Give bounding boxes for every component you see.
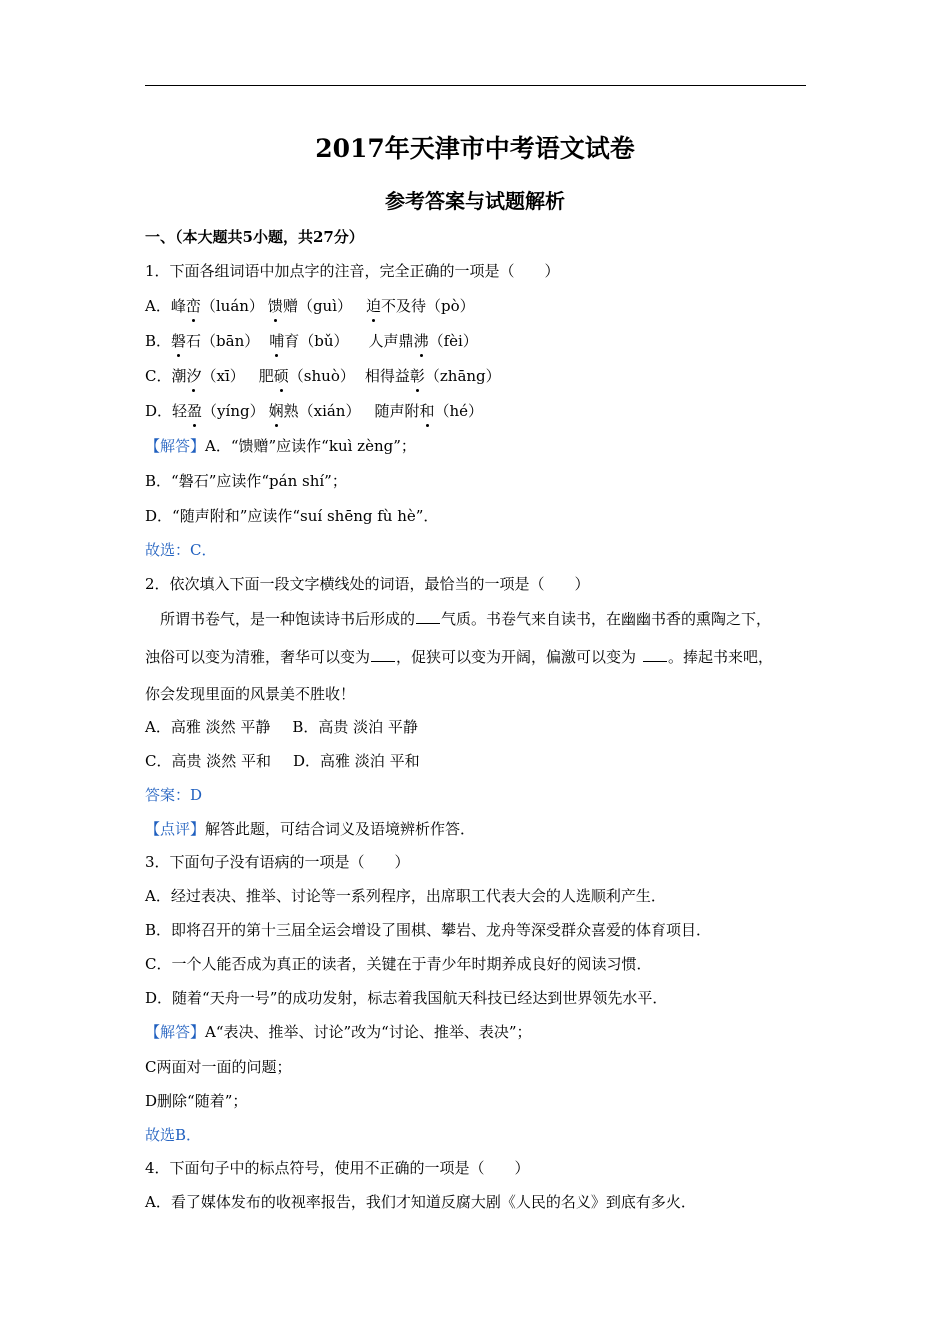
- dotted-char: 峦: [185, 297, 201, 315]
- q4-stem: 4．下面句子中的标点符号，使用不正确的一项是（ ）: [145, 1159, 530, 1177]
- dotted-char: 盈: [187, 402, 203, 420]
- q2-stem: 2．依次填入下面一段文字横线处的词语，最恰当的一项是（ ）: [145, 575, 590, 593]
- fill-blank: [371, 646, 395, 662]
- q2-passage-line2: 浊俗可以变为清雅，奢华可以变为 ，促狭可以变为开阔，偏激可以变为 。捧起书来吧，: [145, 648, 774, 666]
- comment-tag: 【点评】: [145, 820, 206, 838]
- q1-stem: 1．下面各组词语中加点字的注音，完全正确的一项是（ ）: [145, 262, 560, 280]
- dotted-char: 哺: [269, 332, 285, 350]
- q1-answer-line3: D．“随声附和”应读作“suí shēng fù hè”．: [145, 507, 439, 525]
- dotted-char: 彰: [409, 367, 425, 385]
- q1-answer-line1: 【解答】A．“馈赠”应读作“kuì zèng”；: [145, 437, 416, 455]
- dotted-char: 馈: [267, 297, 283, 315]
- dotted-char: 汐: [186, 367, 202, 385]
- answer-tag: 【解答】: [145, 437, 206, 455]
- dotted-char: 沸: [413, 332, 429, 350]
- page-title: 2017年天津市中考语文试卷: [315, 134, 635, 163]
- fill-blank: [416, 608, 440, 624]
- dotted-char: 和: [419, 402, 435, 420]
- q3-option-b: B．即将召开的第十三届全运会增设了围棋、攀岩、龙舟等深受群众喜爱的体育项目．: [145, 921, 712, 939]
- answer-tag: 【解答】: [145, 1023, 206, 1041]
- section-heading: 一、（本大题共5小题，共27分）: [145, 228, 364, 246]
- q3-answer-line2: C两面对一面的问题；: [145, 1058, 292, 1076]
- q3-answer-line3: D删除“随着”；: [145, 1092, 248, 1110]
- q3-answer-line1: 【解答】A“表决、推举、讨论”改为“讨论、推举、表决”；: [145, 1023, 532, 1041]
- page-subtitle: 参考答案与试题解析: [385, 189, 565, 213]
- q2-comment: 【点评】解答此题，可结合词义及语境辨析作答．: [145, 820, 476, 838]
- q1-choice: 故选：C．: [145, 541, 217, 559]
- q3-stem: 3．下面句子没有语病的一项是（ ）: [145, 853, 410, 871]
- q2-answer: 答案：D: [145, 786, 203, 804]
- q1-option-d: D．轻盈（yíng） 娴熟（xián） 随声附和（hé）: [145, 402, 484, 420]
- fill-blank: [643, 646, 667, 662]
- q2-passage-line3: 你会发现里面的风景美不胜收！: [145, 685, 356, 703]
- q1-option-a: A．峰峦（luán） 馈赠（guì） 迫不及待（pò）: [145, 297, 475, 315]
- q1-option-b: B．磐石（bān） 哺育（bǔ） 人声鼎沸（fèi）: [145, 332, 478, 350]
- dotted-char: 迫: [366, 297, 382, 315]
- q3-choice: 故选B．: [145, 1126, 202, 1144]
- q2-options-cd: C．高贵 淡然 平和 D．高雅 淡泊 平和: [145, 752, 420, 770]
- q1-answer-line2: B．“磐石”应读作“pán shí”；: [145, 472, 347, 490]
- q2-options-ab: A．高雅 淡然 平静 B．高贵 淡泊 平静: [145, 718, 418, 736]
- q3-option-a: A．经过表决、推举、讨论等一系列程序，出席职工代表大会的人选顺利产生．: [145, 887, 666, 905]
- q1-option-c: C．潮汐（xī） 肥硕（shuò） 相得益彰（zhāng）: [145, 367, 501, 385]
- q2-passage-line1: 所谓书卷气，是一种饱读诗书后形成的 气质。书卷气来自读书，在幽幽书香的熏陶之下，: [160, 610, 772, 628]
- dotted-char: 磐: [171, 332, 187, 350]
- q3-option-c: C．一个人能否成为真正的读者，关键在于青少年时期养成良好的阅读习惯．: [145, 955, 652, 973]
- q4-option-a: A．看了媒体发布的收视率报告，我们才知道反腐大剧《人民的名义》到底有多火．: [145, 1193, 696, 1211]
- dotted-char: 硕: [273, 367, 289, 385]
- header-rule: [145, 85, 806, 86]
- dotted-char: 娴: [268, 402, 284, 420]
- q3-option-d: D．随着“天舟一号”的成功发射，标志着我国航天科技已经达到世界领先水平．: [145, 989, 668, 1007]
